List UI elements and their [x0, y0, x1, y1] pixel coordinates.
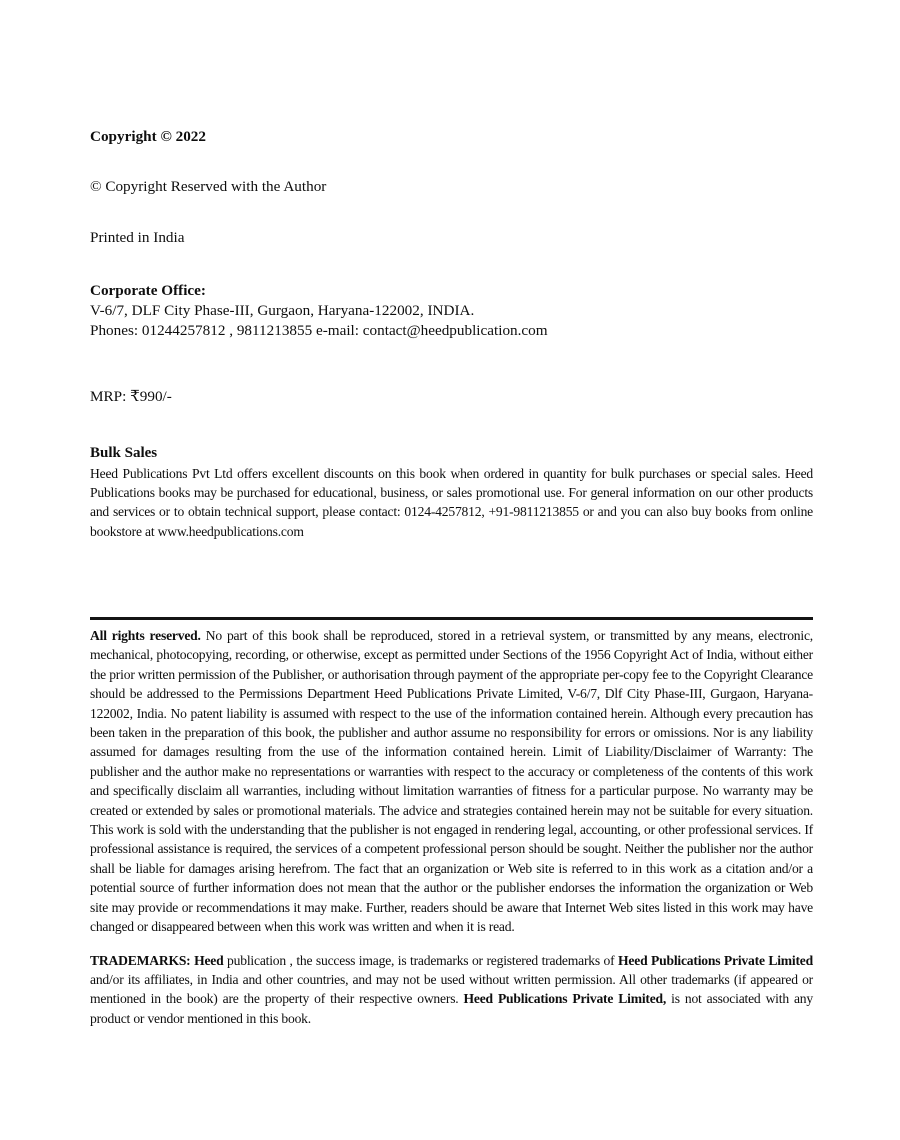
- trademarks-company-name: Heed Publications Private Limited,: [463, 991, 667, 1007]
- trademarks-brand-name: Heed: [190, 952, 224, 968]
- trademarks-lead: TRADEMARKS:: [90, 952, 191, 968]
- all-rights-lead: All rights reserved.: [90, 628, 201, 643]
- printed-in-line: Printed in India: [90, 229, 185, 246]
- trademarks-text-segment: and/or its affiliates, in India and other countries, and may not be used without written permission. All other trademarks (if appeared or mentioned in the book) are the property of their respective owners.: [90, 971, 813, 1007]
- bulk-sales-heading: Bulk Sales: [90, 445, 158, 461]
- trademarks-company-name: Heed Publications Private Limited: [618, 952, 814, 968]
- bulk-sales-section: [90, 444, 813, 541]
- trademarks-text-segment: publication , the success image, is trademarks or registered trademarks of: [223, 952, 619, 968]
- copyright-reserved-line: © Copyright Reserved with the Author: [90, 178, 327, 195]
- all-rights-body: No part of this book shall be reproduced, stored in a retrieval system, or transmitted by any means, electronic, mechanical, photocopying, recording, or otherwise, except as permitted under Sections of the 1956 Copyright Act of India, without either the prior written permission of the Publisher, or authorisation through payment of the appropriate per-copy fee to the Copyright Clearance should be addressed to the Permissions Department Heed Publications Private Limited, V-6/7, Dlf City Phase-III, Gurgaon, Haryana-122002, India. No patent liability is assumed with respect to the use of the information contained herein. Although every precaution has been taken in the preparation of this book, the publisher and author assume no responsibility for errors or omissions. Nor is any liability assumed for damages resulting from the use of the information contained herein. Limit of Liability/Disclaimer of Warranty: The publisher and the author make no representations or warranties with respect to the accuracy or completeness of the contents of this work and specifically disclaim all warranties, including without limitation warranties of fitness for a particular purpose. No warranty may be created or extended by sales or promotional materials. The advice and strategies contained herein may not be suitable for every situation. This work is sold with the understanding that the publisher is not engaged in rendering legal, accounting, or other professional services. If professional assistance is required, the services of a competent professional person should be sought. Neither the publisher nor the author shall be liable for damages arising herefrom. The fact that an organization or Web site is referred to in this work as a citation and/or a potential source of further information does not mean that the author or the publisher endorses the information the organization or Web site may provide or recommendations it may make. Further, readers should be aware that Internet Web sites listed in this work may have changed or disappeared between when this work was written and when it is read.: [90, 628, 813, 935]
- copyright-notice: Copyright © 2022: [90, 128, 206, 145]
- trademarks-paragraph: [90, 951, 813, 1029]
- corporate-office-address: V-6/7, DLF City Phase-III, Gurgaon, Haryana-122002, INDIA.: [90, 301, 475, 319]
- corporate-office-section: [90, 281, 813, 340]
- mrp-line: MRP: ₹990/-: [90, 388, 172, 405]
- all-rights-paragraph: [90, 626, 813, 937]
- corporate-office-heading: Corporate Office:: [90, 282, 206, 299]
- section-divider: [90, 617, 813, 620]
- corporate-office-contact: Phones: 01244257812 , 9811213855 e-mail: contact@heedpublication.com: [90, 321, 548, 339]
- legal-section: [90, 626, 813, 1028]
- trademarks-text-segment: is not associated with any product or vendor mentioned in this book.: [90, 991, 813, 1026]
- bulk-sales-paragraph: Heed Publications Pvt Ltd offers excellent discounts on this book when ordered in quantity for bulk purchases or special sales. Heed Publications books may be purchased for educational, business, or sales promotional use. For general information on our other products and services or to obtain technical support, please contact: 0124-4257812, +91-9811213855 or and you can also buy books from online bookstore at www.heedpublications.com: [90, 465, 813, 539]
